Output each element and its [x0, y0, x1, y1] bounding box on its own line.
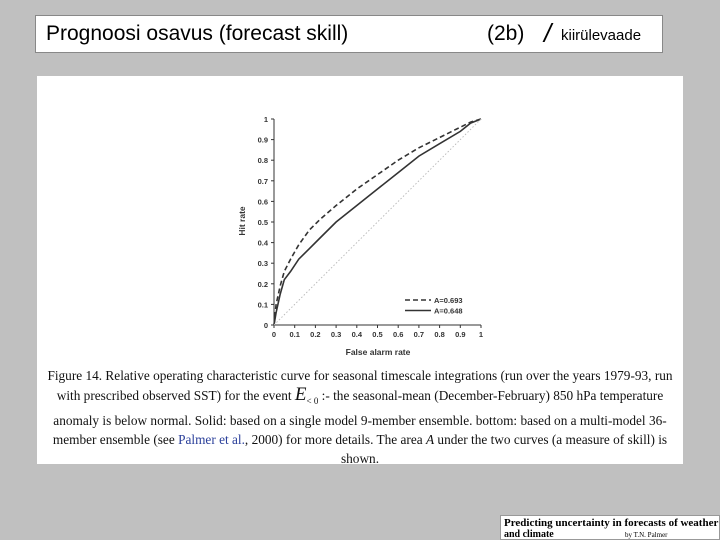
caption-event-symbol: E — [294, 384, 307, 405]
credit-title-line1: Predicting uncertainty in forecasts of weather — [504, 517, 719, 529]
x-tick-label: 0.6 — [392, 330, 404, 339]
figure-caption — [37, 366, 683, 468]
y-tick-label: 0.8 — [257, 156, 268, 166]
legend-label: A=0.693 — [434, 296, 463, 305]
series-line-solid — [274, 119, 481, 325]
caption-text-3: , 2000) for more details. The area — [244, 432, 426, 447]
caption-area-symbol: A — [425, 432, 435, 447]
y-tick-label: 0.1 — [257, 300, 268, 310]
x-tick-label: 1 — [478, 330, 484, 339]
diagonal-reference-line — [274, 119, 481, 325]
source-credit-box — [500, 515, 720, 540]
slide-section-code: (2b) — [487, 22, 525, 45]
y-axis-label: Hit rate — [237, 206, 247, 236]
slide-title-box — [35, 15, 663, 53]
y-tick-label: 0 — [263, 321, 268, 330]
x-tick-label: 0.4 — [351, 330, 363, 339]
slide-title: Prognoosi osavus (forecast skill) — [46, 22, 349, 45]
slide-subtitle: kiirülevaade — [561, 27, 642, 44]
chart-legend — [405, 296, 463, 316]
y-tick-label: 0.3 — [257, 259, 268, 269]
x-tick-label: 0.2 — [310, 330, 321, 339]
x-tick-label: 0 — [271, 330, 277, 339]
y-tick-label: 0.7 — [257, 176, 268, 186]
slide-title-separator: / — [544, 18, 552, 48]
x-tick-label: 0.1 — [289, 330, 300, 339]
caption-event-subscript: < 0 — [306, 396, 319, 406]
y-tick-label: 0.5 — [257, 218, 268, 227]
credit-author: by T.N. Palmer — [625, 531, 668, 539]
caption-text-4: under the two curves (a measure of skill) is shown. — [340, 432, 668, 466]
credit-title-line2: and climate — [504, 529, 554, 540]
caption-citation-link[interactable]: Palmer et al. — [178, 432, 245, 447]
caption-text-1: Relative operating characteristic curve for seasonal timescale integrations (run over the years 1979-93, run with prescribed observed SST) for the event — [56, 368, 673, 403]
y-tick-label: 0.9 — [257, 135, 268, 145]
x-tick-label: 0.7 — [413, 330, 425, 339]
x-tick-label: 0.3 — [330, 330, 342, 339]
x-tick-label: 0.8 — [434, 330, 445, 339]
y-tick-label: 1 — [263, 115, 268, 124]
caption-text-2: :- the seasonal-mean (December-February) 850 hPa temperature anomaly is below normal. Solid: based on a single model 9-member ensemble. bottom: based on a multi-model 36-member ensemble (see — [52, 388, 667, 447]
y-tick-label: 0.4 — [257, 238, 268, 248]
caption-figure-label: Figure 14. — [47, 368, 103, 383]
series-line-dashed — [274, 119, 481, 325]
x-tick-label: 0.9 — [455, 330, 466, 339]
legend-label: A=0.648 — [434, 306, 463, 316]
chart-series — [274, 119, 481, 325]
y-tick-label: 0.2 — [257, 279, 268, 289]
figure-panel — [37, 76, 683, 464]
x-tick-label: 0.5 — [372, 330, 383, 339]
chart-axes — [258, 115, 484, 339]
roc-chart — [37, 76, 683, 366]
x-axis-label: False alarm rate — [345, 347, 411, 357]
y-tick-label: 0.6 — [257, 197, 268, 207]
